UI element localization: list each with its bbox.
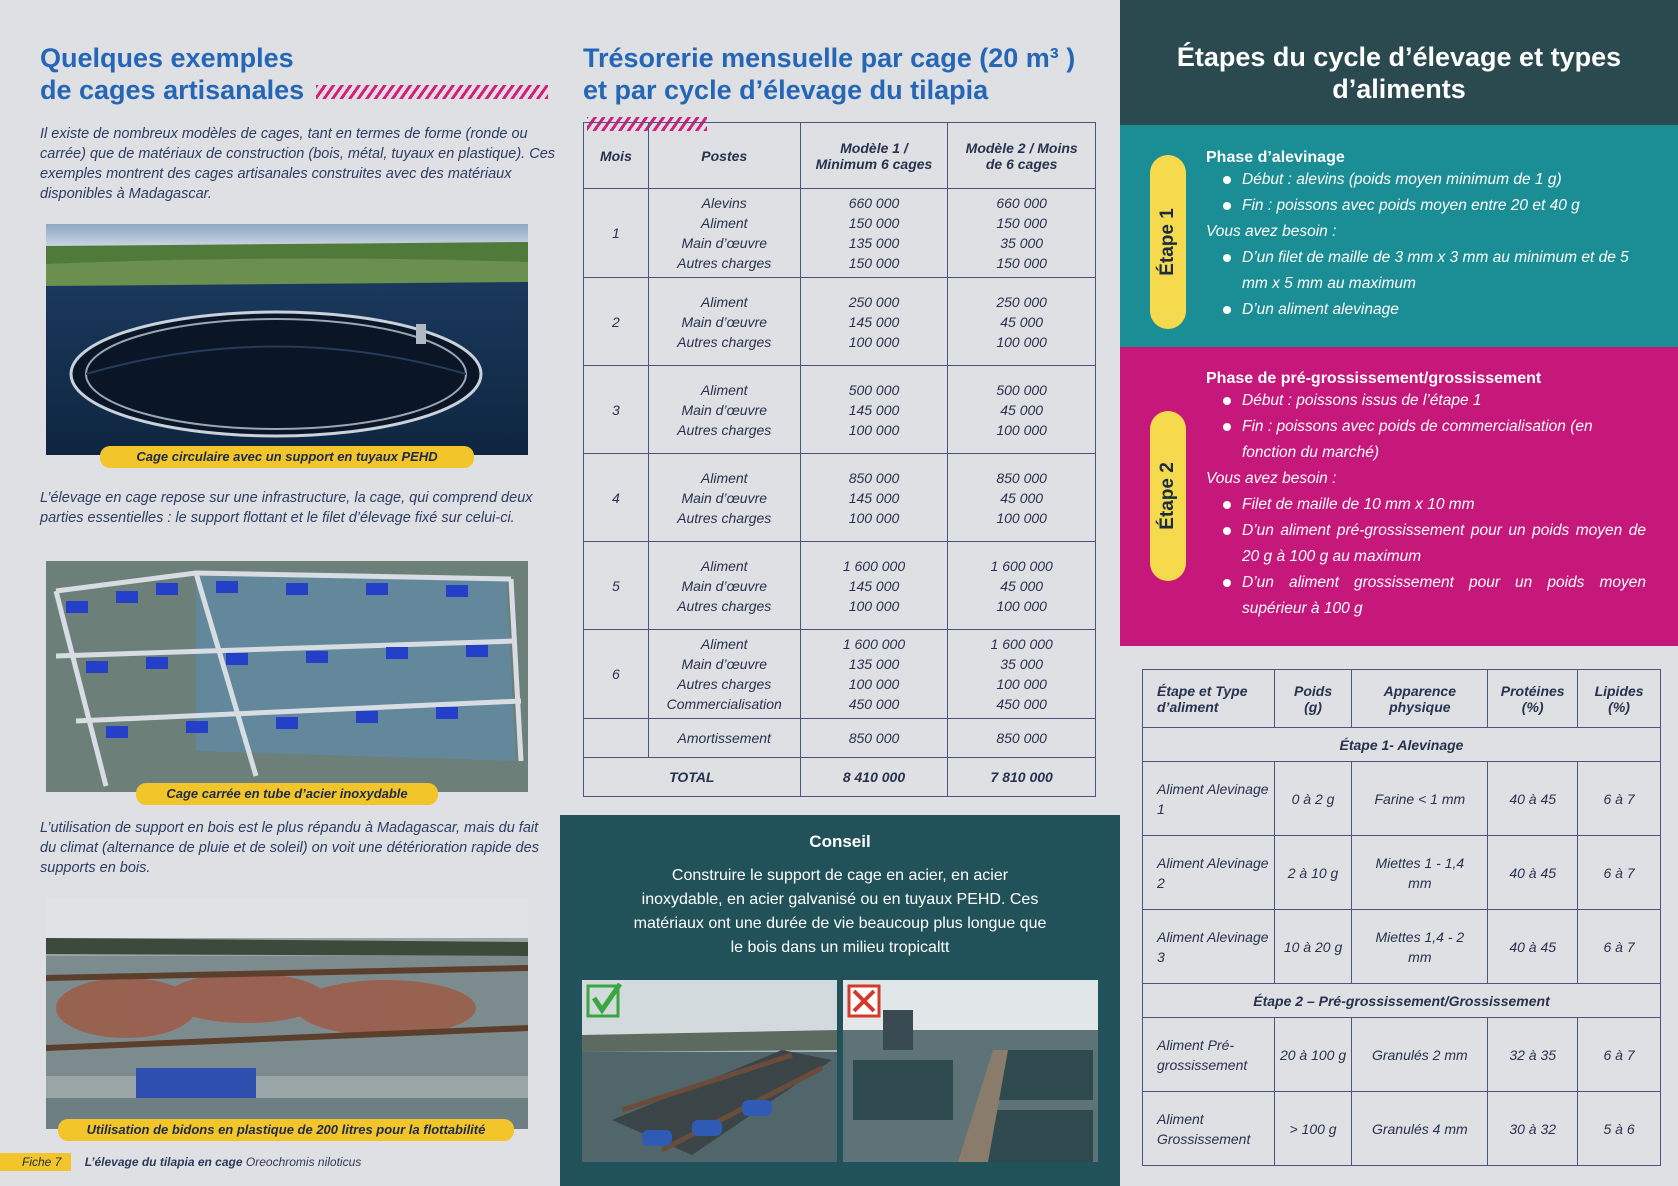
table-cell: 6 à 7 <box>1578 910 1661 984</box>
cell-line: 35 000 <box>1000 656 1044 672</box>
col-header-etape: Étape et Type d’aliment <box>1143 670 1275 728</box>
list-item: D’un aliment pré-grossissement pour un poids moyen de 20 g à 100 g au maximum <box>1206 518 1646 570</box>
list-item: D’un filet de maille de 3 mm x 3 mm au minimum et de 5 mm x 5 mm au maximum <box>1206 245 1646 297</box>
cell-line: 145 000 <box>848 313 900 330</box>
cell-postes <box>648 454 800 542</box>
table-row <box>1143 910 1661 984</box>
cell-line: Autres charges <box>677 255 772 271</box>
infrastructure-paragraph: L’élevage en cage repose sur une infrastructure, la cage, qui comprend deux parties essentielles : le support flottant et le filet d’élevage fixé sur celui-ci. <box>40 490 533 526</box>
cell-postes <box>648 630 800 719</box>
cell-line: 45 000 <box>1000 577 1044 594</box>
cell-m1 <box>800 278 948 366</box>
cell-m1 <box>800 630 948 719</box>
etape2-pill: Étape 2 <box>1150 411 1186 581</box>
col-header-postes: Postes <box>648 123 800 189</box>
section-label: Étape 1- Alevinage <box>1143 728 1661 762</box>
cell-mois: 5 <box>584 542 649 630</box>
col-header-poids: Poids (g) <box>1274 670 1352 728</box>
cell-line: 100 000 <box>848 421 900 438</box>
cell-line: 100 000 <box>996 509 1047 526</box>
etapes-header <box>1120 0 1678 125</box>
etape1-content <box>1206 149 1646 323</box>
section-label: Étape 2 – Pré-grossissement/Grossissement <box>1143 984 1661 1018</box>
cell-line: 1 600 000 <box>842 557 906 574</box>
table-cell: Miettes 1,4 - 2 mm <box>1352 910 1488 984</box>
cell-line: 100 000 <box>848 597 900 614</box>
cell-postes <box>648 189 800 278</box>
cell-line: 450 000 <box>848 696 900 712</box>
table-row <box>584 454 1096 542</box>
cell-postes <box>648 278 800 366</box>
table-cell: Aliment Grossissement <box>1143 1092 1275 1166</box>
cell-line: Commercialisation <box>666 696 782 712</box>
etape2-need-label: Vous avez besoin : <box>1206 470 1337 487</box>
cell-line: 1 600 000 <box>990 636 1053 652</box>
cell-line: Aliment <box>700 381 748 398</box>
cell-line: 250 000 <box>848 293 900 310</box>
etape1-panel <box>1120 125 1678 347</box>
table-cell: 20 à 100 g <box>1274 1018 1352 1092</box>
table-cell: 5 à 6 <box>1578 1092 1661 1166</box>
cell-line: 150 000 <box>996 215 1047 231</box>
table-cell: 40 à 45 <box>1488 910 1578 984</box>
col-header-proteines: Protéines (%) <box>1488 670 1578 728</box>
checkmark-icon <box>588 986 624 1022</box>
caption-square-cage: Cage carrée en tube d’acier inoxydable <box>136 783 438 805</box>
etape2-panel <box>1120 347 1678 646</box>
amortissement-m2: 850 000 <box>948 719 1096 758</box>
col-header-modele2: Modèle 2 / Moins de 6 cages <box>948 123 1096 189</box>
cell-line: 145 000 <box>848 489 900 506</box>
cell-line: Alevins <box>701 195 747 211</box>
plastic-drum-cage-photo <box>46 898 528 1129</box>
table-header-row <box>1143 670 1661 728</box>
cell-postes <box>648 366 800 454</box>
cell-line: Aliment <box>700 293 748 310</box>
cell-m2 <box>948 366 1096 454</box>
cell-line: Aliment <box>700 636 748 652</box>
cell-m2 <box>948 630 1096 719</box>
table-row <box>1143 836 1661 910</box>
list-item: D’un aliment alevinage <box>1206 297 1646 323</box>
cell-mois: 6 <box>584 630 649 719</box>
etape2-content <box>1206 370 1646 622</box>
etape2-list <box>1206 388 1646 466</box>
table-row <box>1143 762 1661 836</box>
table-cell: Granulés 4 mm <box>1352 1092 1488 1166</box>
cell-line: 850 000 <box>996 469 1047 486</box>
cell-line: Main d’œuvre <box>681 489 768 506</box>
cell-line: 150 000 <box>996 255 1047 271</box>
table-section-row <box>1143 984 1661 1018</box>
cell-mois: 4 <box>584 454 649 542</box>
aliments-table <box>1142 669 1661 1166</box>
cell-line: 100 000 <box>848 676 900 692</box>
cell-line: 100 000 <box>996 421 1047 438</box>
cell-line: 145 000 <box>848 401 900 418</box>
cell-line: 500 000 <box>848 381 900 398</box>
table-row <box>584 189 1096 278</box>
cell-mois: 3 <box>584 366 649 454</box>
list-item: Filet de maille de 10 mm x 10 mm <box>1206 492 1646 518</box>
table-cell: Aliment Alevinage 2 <box>1143 836 1275 910</box>
cell-line: Autres charges <box>677 597 772 614</box>
cell-line: 100 000 <box>848 509 900 526</box>
table-row-amortissement <box>584 719 1096 758</box>
table-cell: 6 à 7 <box>1578 762 1661 836</box>
cell-line: 100 000 <box>848 333 900 350</box>
intro-paragraph: Il existe de nombreux modèles de cages, tant en termes de forme (ronde ou carrée) que de matériaux de construction (bois, métal, tuyaux en plastique). Ces exemples montrent des cages artisanales construites avec des matériaux disponibles à Madagascar. <box>40 126 556 202</box>
table-row <box>1143 1092 1661 1166</box>
cell-line: Main d’œuvre <box>681 401 768 418</box>
cell-line: 45 000 <box>1000 401 1044 418</box>
total-label: TOTAL <box>584 758 801 797</box>
list-item: Fin : poissons avec poids moyen entre 20 et 40 g <box>1206 193 1646 219</box>
table-cell: 2 à 10 g <box>1274 836 1352 910</box>
list-item: Début : poissons issus de l’étape 1 <box>1206 388 1646 414</box>
cell-m1 <box>800 454 948 542</box>
amortissement-label: Amortissement <box>648 719 800 758</box>
etape1-needs-list <box>1206 245 1646 323</box>
total-m2: 7 810 000 <box>948 758 1096 797</box>
col-header-mois: Mois <box>584 123 649 189</box>
cell-line: 100 000 <box>996 333 1047 350</box>
list-item: Début : alevins (poids moyen minimum de 1 g) <box>1206 167 1646 193</box>
cell-m1 <box>800 542 948 630</box>
footer <box>0 1153 361 1173</box>
cell-line: Aliment <box>700 215 748 231</box>
table-cell: 6 à 7 <box>1578 836 1661 910</box>
list-item: Fin : poissons avec poids de commercialisation (en fonction du marché) <box>1206 414 1646 466</box>
table-row <box>584 366 1096 454</box>
col-header-modele1: Modèle 1 / Minimum 6 cages <box>800 123 948 189</box>
table-cell: Aliment Pré-grossissement <box>1143 1018 1275 1092</box>
table-cell: 0 à 2 g <box>1274 762 1352 836</box>
table-header-row <box>584 123 1096 189</box>
cell-mois: 1 <box>584 189 649 278</box>
cell-line: Aliment <box>700 557 748 574</box>
cell-m2 <box>948 454 1096 542</box>
cell-line: 100 000 <box>996 597 1047 614</box>
table-cell: 40 à 45 <box>1488 836 1578 910</box>
cell-line: 250 000 <box>996 293 1047 310</box>
circular-cage-photo <box>46 224 528 455</box>
cell-line: 100 000 <box>996 676 1047 692</box>
wood-support-paragraph: L’utilisation de support en bois est le plus répandu à Madagascar, mais du fait du climat (alternance de pluie et de soleil) on voit une détérioration rapide des supports en bois. <box>40 820 539 876</box>
amortissement-m1: 850 000 <box>800 719 948 758</box>
cell-m2 <box>948 542 1096 630</box>
cages-title-line1: Quelques exemples <box>40 43 294 73</box>
footer-species: Oreochromis niloticus <box>245 1155 362 1169</box>
table-cell: 6 à 7 <box>1578 1018 1661 1092</box>
cell-line: Main d’œuvre <box>681 577 768 594</box>
conseil-box <box>560 815 1120 1186</box>
footer-fiche-badge: Fiche 7 <box>0 1153 71 1171</box>
cell-line: Aliment <box>700 469 748 486</box>
table-cell: > 100 g <box>1274 1092 1352 1166</box>
table-cell: Granulés 2 mm <box>1352 1018 1488 1092</box>
cross-icon <box>849 986 885 1022</box>
etape1-pill: Étape 1 <box>1150 155 1186 329</box>
table-cell: Aliment Alevinage 3 <box>1143 910 1275 984</box>
table-cell: 10 à 20 g <box>1274 910 1352 984</box>
col-header-apparence: Apparence physique <box>1352 670 1488 728</box>
cell-line: 660 000 <box>996 195 1047 211</box>
etape1-need-label: Vous avez besoin : <box>1206 223 1337 240</box>
caption-circular-cage: Cage circulaire avec un support en tuyaux PEHD <box>100 446 474 468</box>
cell-line: 135 000 <box>848 235 900 251</box>
table-cell: Miettes 1 - 1,4 mm <box>1352 836 1488 910</box>
tresorerie-title-line2: et par cycle d’élevage du tilapia <box>583 75 989 105</box>
table-section-row <box>1143 728 1661 762</box>
table-cell: 40 à 45 <box>1488 762 1578 836</box>
cell-m2 <box>948 278 1096 366</box>
conseil-text: Construire le support de cage en acier, en acier inoxydable, en acier galvanisé ou en tuyaux PEHD. Ces matériaux ont une durée de vie beaucoup plus longue que le bois dans un milieu tropicaltt <box>633 867 1047 956</box>
cell-line: 35 000 <box>1000 235 1044 251</box>
cell-line: 1 600 000 <box>842 636 906 652</box>
list-item: D’un aliment grossissement pour un poids moyen supérieur à 100 g <box>1206 570 1646 622</box>
cell-line: 500 000 <box>996 381 1047 398</box>
caption-plastic-drums: Utilisation de bidons en plastique de 200 litres pour la flottabilité <box>58 1119 514 1141</box>
cell-line: 1 600 000 <box>990 557 1053 574</box>
tresorerie-table <box>583 122 1096 797</box>
cell-line: 850 000 <box>848 469 900 486</box>
etape2-needs-list <box>1206 492 1646 622</box>
cages-title-line2: de cages artisanales <box>40 75 305 105</box>
cell-line: 145 000 <box>848 577 900 594</box>
table-row <box>584 542 1096 630</box>
cell-m1 <box>800 189 948 278</box>
cell-line: Main d’œuvre <box>681 656 768 672</box>
cell-mois: 2 <box>584 278 649 366</box>
table-row <box>584 630 1096 719</box>
table-cell: 30 à 32 <box>1488 1092 1578 1166</box>
tresorerie-title-line1: Trésorerie mensuelle par cage (20 m³ ) <box>583 43 1076 73</box>
total-m1: 8 410 000 <box>800 758 948 797</box>
table-cell: Aliment Alevinage 1 <box>1143 762 1275 836</box>
square-cage-photo <box>46 561 528 792</box>
table-row <box>584 278 1096 366</box>
footer-title: L’élevage du tilapia en cage <box>84 1155 243 1169</box>
cell-line: Autres charges <box>677 676 772 692</box>
cell-postes <box>648 542 800 630</box>
cell-m1 <box>800 366 948 454</box>
etape1-title: Phase d’alevinage <box>1206 149 1345 166</box>
table-row <box>1143 1018 1661 1092</box>
cell-line: 45 000 <box>1000 489 1044 506</box>
cell-line: Autres charges <box>677 333 772 350</box>
cell-m2 <box>948 189 1096 278</box>
cell-line: 150 000 <box>848 215 900 231</box>
cell-line: 135 000 <box>848 656 900 672</box>
table-row-total <box>584 758 1096 797</box>
cell-line: Main d’œuvre <box>681 313 768 330</box>
etape2-title: Phase de pré-grossissement/grossissement <box>1206 370 1542 387</box>
cell-line: Autres charges <box>677 509 772 526</box>
cell-line: Main d’œuvre <box>681 235 768 251</box>
cages-title <box>40 42 560 106</box>
cell-line: 660 000 <box>848 195 900 211</box>
col-header-lipides: Lipides (%) <box>1578 670 1661 728</box>
cell-line: 150 000 <box>848 255 900 271</box>
cell-line: 450 000 <box>996 696 1047 712</box>
conseil-title: Conseil <box>809 832 871 851</box>
etape1-list <box>1206 167 1646 219</box>
title-hatch-decoration <box>316 85 548 99</box>
table-cell: 32 à 35 <box>1488 1018 1578 1092</box>
cell-line: 45 000 <box>1000 313 1044 330</box>
table-cell: Farine < 1 mm <box>1352 762 1488 836</box>
etapes-title: Étapes du cycle d’élevage et types d’aliments <box>1176 42 1622 104</box>
cell-line: Autres charges <box>677 421 772 438</box>
